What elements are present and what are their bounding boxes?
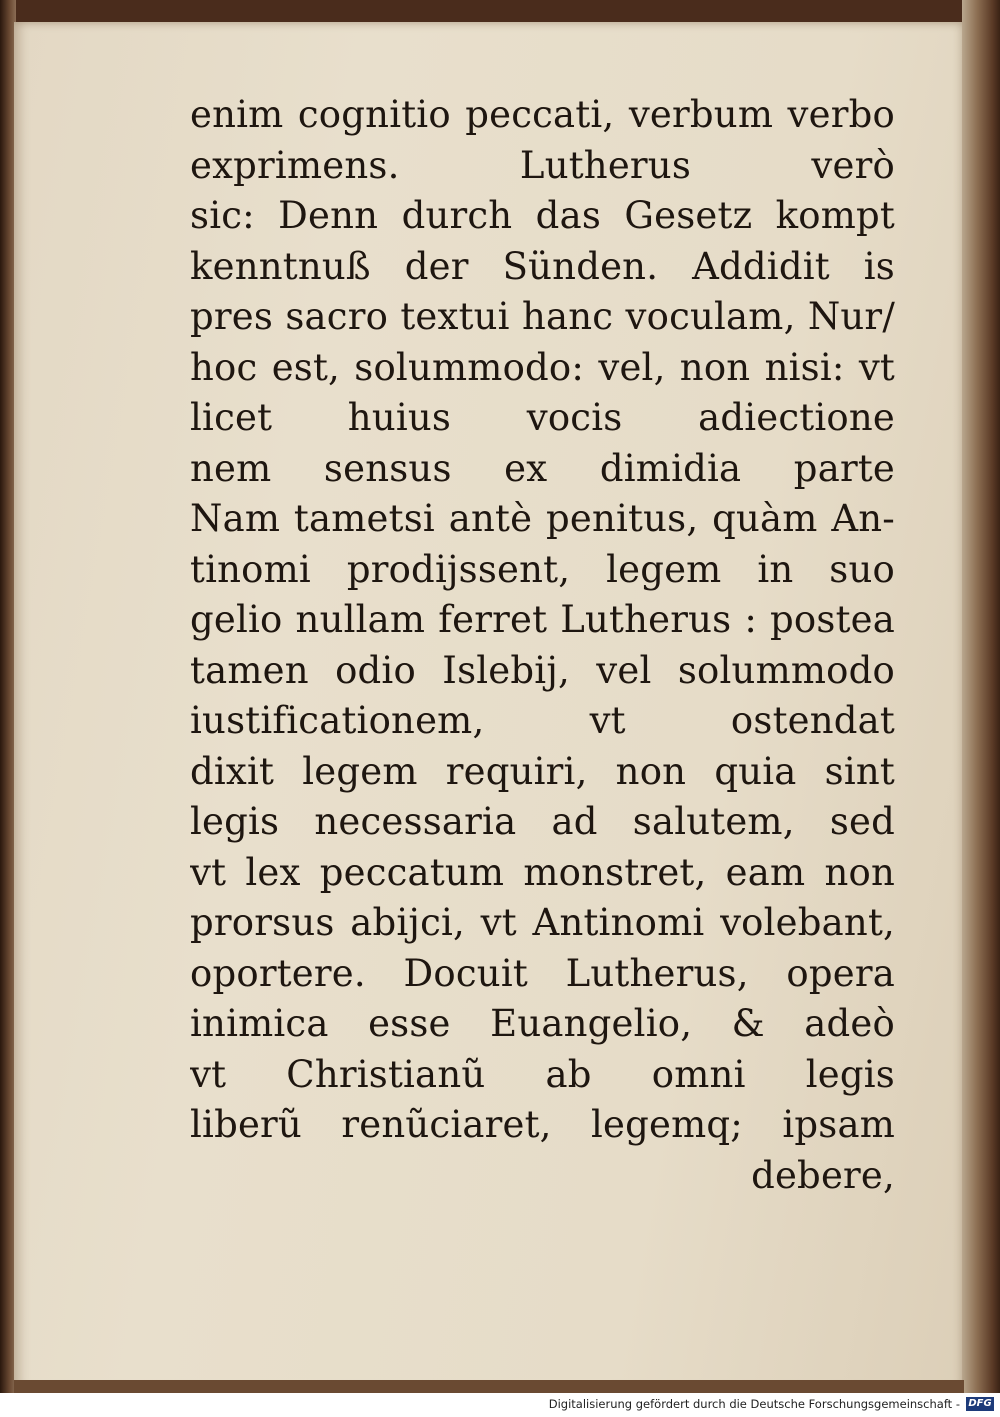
page-bottom-edge [14, 1380, 964, 1393]
text-line: kenntnuß der Sünden. Addidit is [190, 244, 895, 288]
text-line: exprimens. Lutherus verò [190, 143, 895, 187]
text-line: prorsus abijci, vt Antinomi volebant, [190, 901, 895, 944]
text-line: liberũ renũciaret, legemq; ipsam [190, 1103, 895, 1146]
text-line: inimica esse Euangelio, & adeò [190, 1002, 895, 1045]
text-line: vt Christianũ ab omni legis [190, 1052, 895, 1096]
text-line: legis necessaria ad salutem, sed [190, 800, 895, 843]
text-line: tamen odio Islebij, vel solummodo [190, 648, 895, 692]
text-line: iustificationem, vt ostendat [190, 699, 895, 742]
text-line: tinomi prodijssent, legem in suo [190, 547, 895, 591]
text-line: licet huius vocis adiectione [190, 396, 895, 439]
text-line: Nam tametsi antè penitus, quàm An- [190, 497, 895, 540]
text-line: enim cognitio peccati, verbum verbo [190, 93, 895, 136]
funding-credit: Digitalisierung gefördert durch die Deutsche Forschungsgemeinschaft - [548, 1397, 960, 1411]
text-line: nem sensus ex dimidia parte [190, 446, 895, 490]
digitization-footer [0, 1393, 1000, 1417]
text-line: oportere. Docuit Lutherus, opera [190, 951, 895, 995]
text-line: vt lex peccatum monstret, eam non [190, 850, 895, 894]
text-line: pres sacro textui hanc voculam, Nur/ [190, 295, 895, 338]
text-line: dixit legem requiri, non quia sint [190, 749, 895, 793]
body-text [190, 90, 895, 1201]
text-line: gelio nullam ferret Lutherus : postea [190, 598, 895, 641]
catchword: debere, [751, 1153, 895, 1197]
text-line: sic: Denn durch das Gesetz kompt [190, 194, 895, 237]
dfg-logo: DFG [966, 1397, 994, 1411]
text-line: hoc est, solummodo: vel, non nisi: vt [190, 345, 895, 389]
page-fore-edge [962, 0, 1000, 1393]
